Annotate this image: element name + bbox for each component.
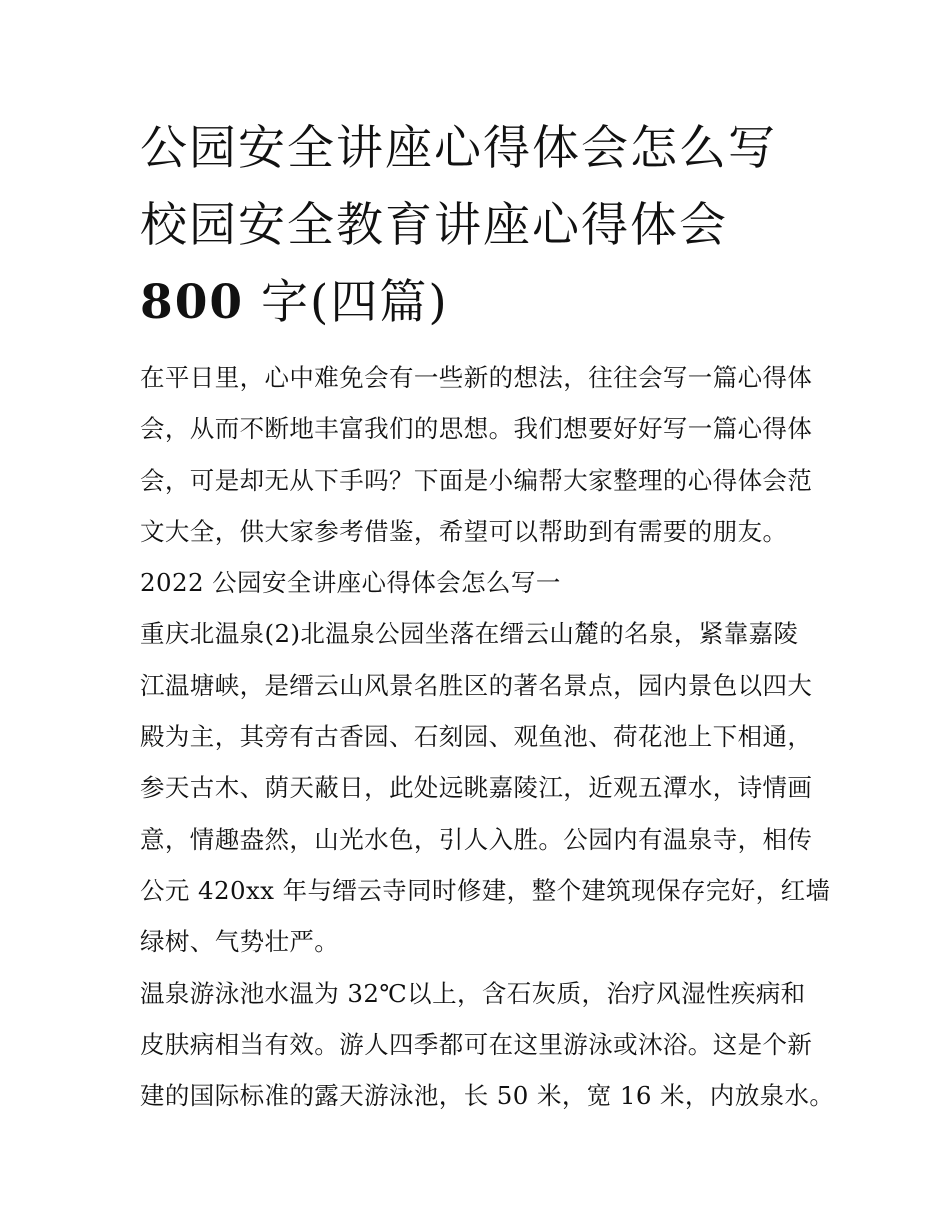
section-heading: 2022 公园安全讲座心得体会怎么写一 [140, 568, 561, 598]
body-line: 文大全，供大家参考借鉴，希望可以帮助到有需要的朋友。 [140, 516, 788, 546]
body-line: 参天古木、荫天蔽日，此处远眺嘉陵江，近观五潭水，诗情画 [140, 773, 813, 803]
title-suffix: 字(四篇) [244, 275, 449, 330]
title-line-1: 公园安全讲座心得体会怎么写 [140, 121, 777, 176]
body-line: 会，从而不断地丰富我们的思想。我们想要好好写一篇心得体 [140, 414, 813, 444]
body-line: 在平日里，心中难免会有一些新的想法，往往会写一篇心得体 [140, 363, 813, 392]
body-line: 皮肤病相当有效。游人四季都可在这里游泳或沐浴。这是个新 [140, 1029, 813, 1059]
body-line: 会，可是却无从下手吗？下面是小编帮大家整理的心得体会范 [140, 465, 813, 495]
document-title [140, 110, 830, 341]
body-line: 殿为主，其旁有古香园、石刻园、观鱼池、荷花池上下相通， [140, 722, 813, 752]
body-line: 绿树、气势壮严。 [140, 927, 340, 957]
body-line: 重庆北温泉(2)北温泉公园坐落在缙云山麓的名泉，紧靠嘉陵 [140, 619, 799, 649]
title-number: 800 [140, 275, 245, 330]
body-line: 建的国际标准的露天游泳池，长 50 米，宽 16 米，内放泉水。 [140, 1081, 835, 1111]
title-line-2: 校园安全教育讲座心得体会 [140, 198, 728, 253]
title-line-3 [140, 264, 830, 341]
body-line: 意，情趣盎然，山光水色，引人入胜。公园内有温泉寺，相传 [140, 824, 813, 854]
body-line: 公元 420xx 年与缙云寺同时修建，整个建筑现保存完好，红墙 [140, 875, 831, 905]
body-line: 温泉游泳池水温为 32℃以上，含石灰质，治疗风湿性疾病和 [140, 978, 806, 1008]
document-body [140, 352, 835, 1121]
body-line: 江温塘峡，是缙云山风景名胜区的著名景点，园内景色以四大 [140, 670, 813, 700]
